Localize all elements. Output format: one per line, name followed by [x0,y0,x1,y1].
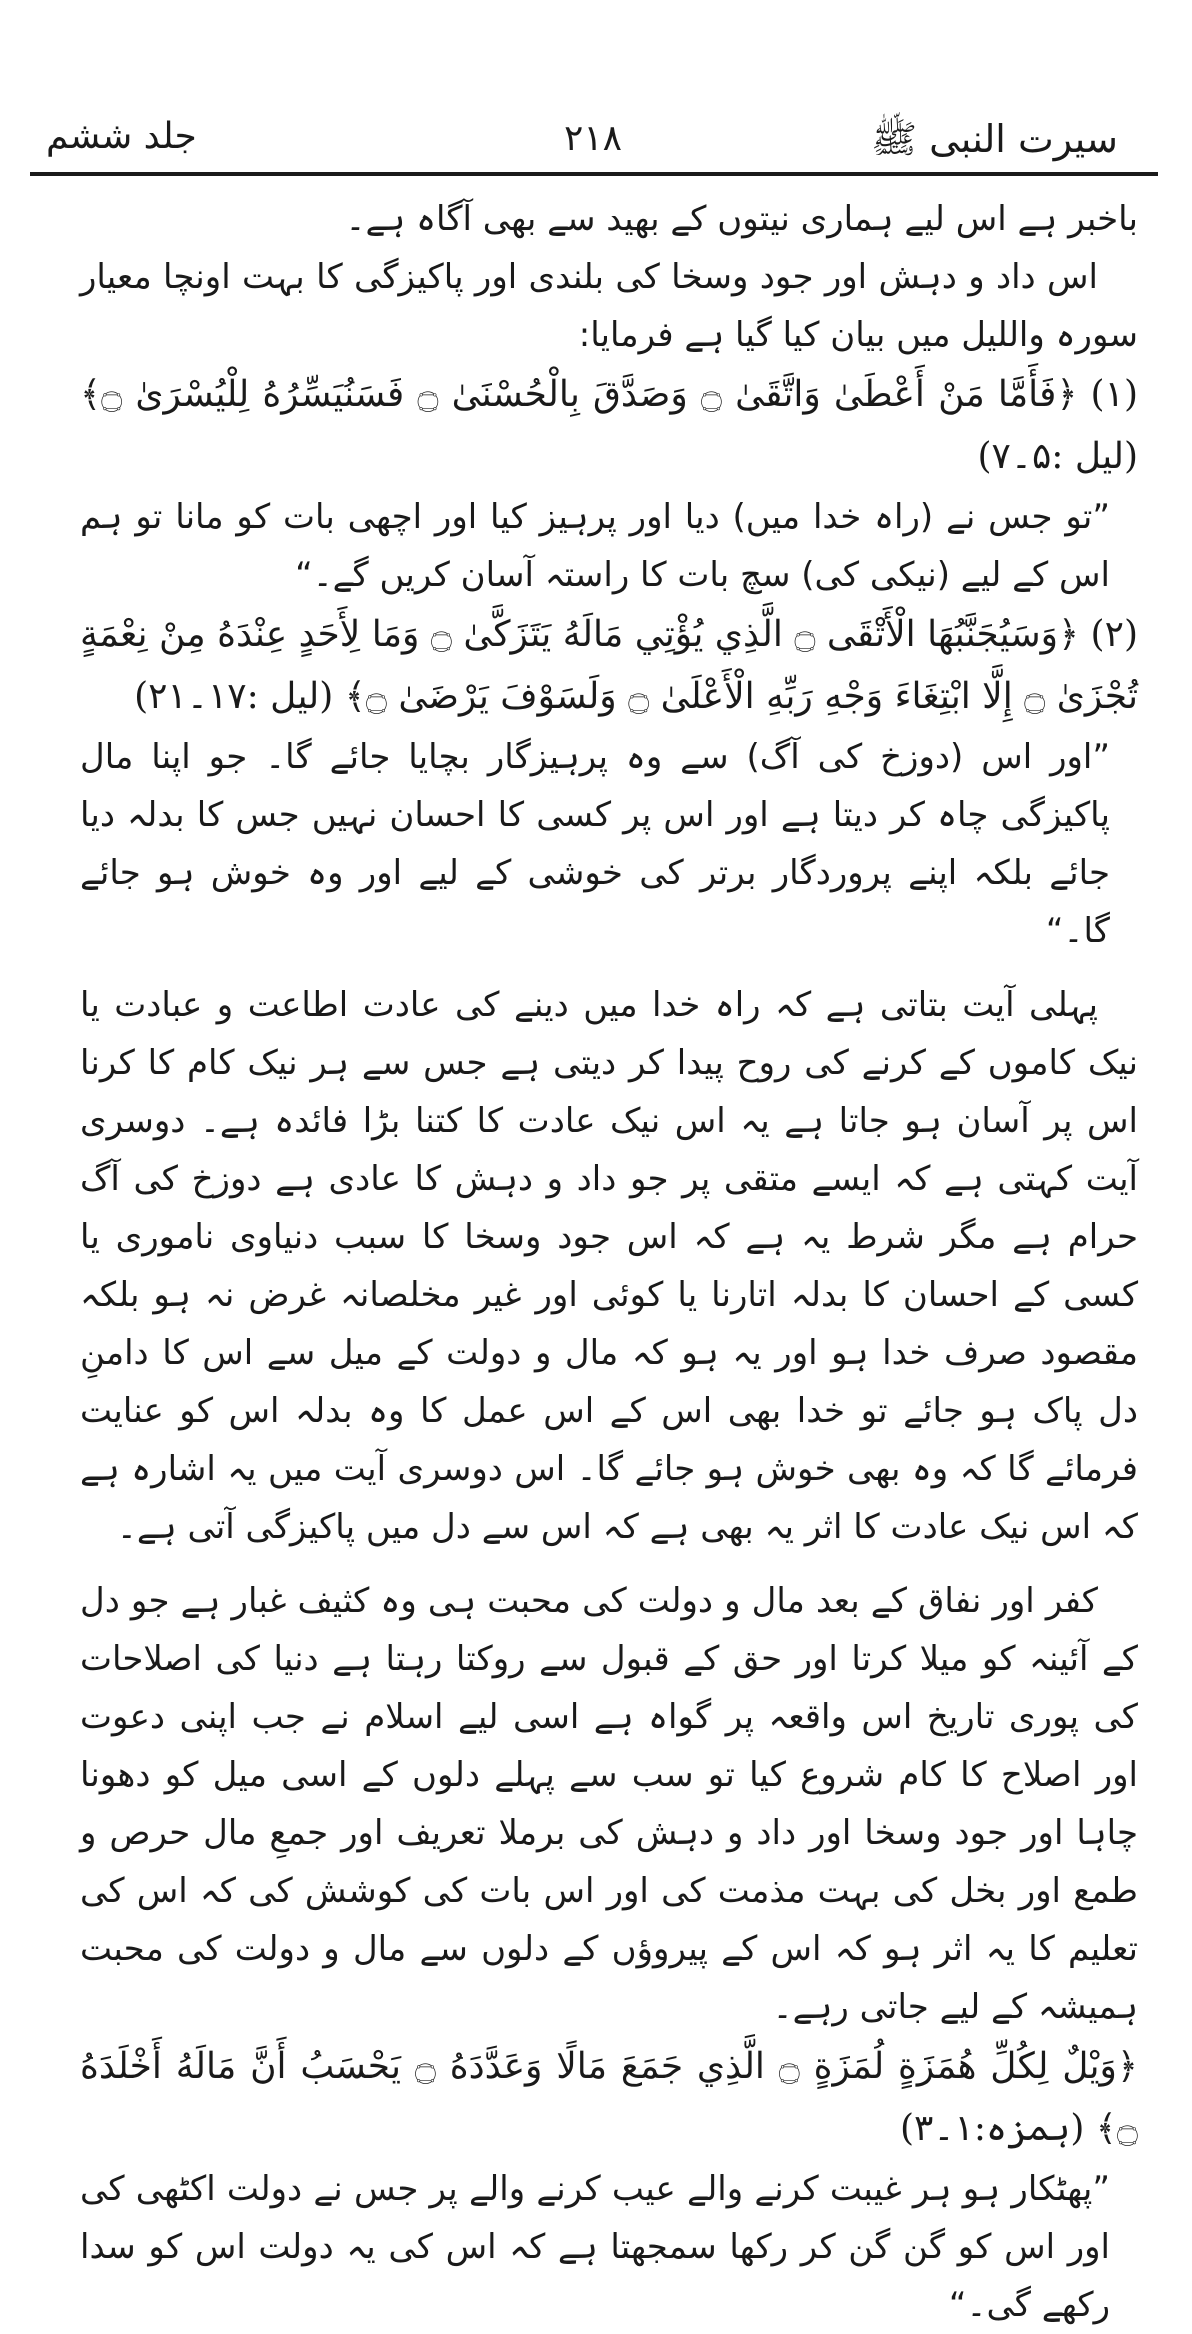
translation-3: ”پھٹکار ہو ہر غیبت کرنے والے عیب کرنے والے پر جس نے دولت اکٹھی کی اور اس کو گن گن کر رکھا سمجھتا ہے کہ اس کی یہ دولت اس کو سدا رکھے گی۔“ [80,2169,1110,2325]
page-number: ۲۱۸ [563,118,622,159]
paragraph-1: پہلی آیت بتاتی ہے کہ راہ خدا میں دینے کی عادت اطاعت و عبادت یا نیک کاموں کے کرنے کی روح پیدا کر دیتی ہے جس سے ہر نیک کام کا کرنا اس پر آسان ہو جاتا ہے یہ اس نیک عادت کا کتنا بڑا فائدہ ہے۔ دوسری آیت کہتی ہے کہ ایسے متقی پر جو داد و دہش کا عادی ہے دوزخ کی آگ حرام ہے مگر شرط یہ ہے کہ اس جود وسخا کا سبب دنیاوی ناموری یا کسی کے احسان کا بدلہ اتارنا یا کوئی اور غیر مخلصانہ غرض نہ ہو بلکہ مقصود صرف خدا ہو اور یہ ہو کہ مال و دولت کے میل سے اس کا دامنِ دل پاک ہو جائے تو خدا بھی اس کے اس عمل کا وہ بدلہ اس کو عنایت فرمائے گا کہ وہ بھی خوش ہو جائے گا۔ اس دوسری آیت میں یہ اشارہ ہے کہ اس نیک عادت کا اثر یہ بھی ہے کہ اس سے دل میں پاکیزگی آتی ہے۔ [80,985,1138,1547]
intro-line: اس داد و دہش اور جود وسخا کی بلندی اور پاکیزگی کا بہت اونچا معیار سورہ واللیل میں بیان کیا گیا ہے فرمایا: [80,257,1138,355]
header-rule [30,172,1158,176]
paragraph-2: کفر اور نفاق کے بعد مال و دولت کی محبت ہی وہ کثیف غبار ہے جو دل کے آئینہ کو میلا کرتا اور حق کے قبول سے روکتا رہتا ہے دنیا کی اصلاحات کی پوری تاریخ اس واقعہ پر گواہ ہے اسی لیے اسلام نے جب اپنی دعوت اور اصلاح کا کام شروع کیا تو سب سے پہلے دلوں کے اسی میل کو دھونا چاہا اور جود وسخا اور داد و دہش کی برملا تعریف اور جمعِ مال حرص و طمع اور بخل کی بہت مذمت کی اور اس بات کی کوشش کی کہ اس کی تعلیم کا یہ اثر ہو کہ اس کے پیروؤں کے دلوں سے مال و دولت کی محبت ہمیشہ کے لیے جاتی رہے۔ [80,1581,1138,2027]
translation-2: ”اور اس (دوزخ کی آگ) سے وہ پرہیزگار بچایا جائے گا۔ جو اپنا مال پاکیزگی چاہ کر دیتا ہے اور اس پر کسی کا احسان نہیں جس کا بدلہ دیا جائے بلکہ اپنے پروردگار برتر کی خوشی کے لیے اور وہ خوش ہو جائے گا۔“ [80,737,1110,951]
page-body [80,190,1138,2334]
page-header [38,88,1148,178]
quran-verse-2: (۲) ﴿وَسَيُجَنَّبُهَا الْأَتْقَى ۝ الَّذِي يُؤْتِي مَالَهُ يَتَزَكَّىٰ ۝ وَمَا لِأَحَدٍ عِنْدَهُ مِنْ نِعْمَةٍ تُجْزَىٰ ۝ إِلَّا ابْتِغَاءَ وَجْهِ رَبِّهِ الْأَعْلَىٰ ۝ وَلَسَوْفَ يَرْضَىٰ ۝﴾ (لیل :۱۷۔۲۱) [80,614,1138,717]
volume-label: جلد ششم [46,116,197,157]
quran-verse-1: (۱) ﴿فَأَمَّا مَنْ أَعْطَىٰ وَاتَّقَىٰ ۝ وَصَدَّقَ بِالْحُسْنَىٰ ۝ فَسَنُيَسِّرُهُ لِلْيُسْرَىٰ ۝﴾ (لیل :۵۔۷) [80,374,1138,477]
quran-verse-3: ﴿وَيْلٌ لِكُلِّ هُمَزَةٍ لُمَزَةٍ ۝ الَّذِي جَمَعَ مَالًا وَعَدَّدَهُ ۝ يَحْسَبُ أَنَّ مَالَهُ أَخْلَدَهُ ۝﴾ (ہمزہ:۱۔۳) [80,2046,1138,2149]
continuation-line: باخبر ہے اس لیے ہماری نیتوں کے بھید سے بھی آگاہ ہے۔ [345,199,1138,239]
book-title: سیرت النبی ﷺ [871,117,1118,161]
translation-1: ”تو جس نے (راہ خدا میں) دیا اور پرہیز کیا اور اچھی بات کو مانا تو ہم اس کے لیے (نیکی کی) سچ بات کا راستہ آسان کریں گے۔“ [80,497,1110,595]
